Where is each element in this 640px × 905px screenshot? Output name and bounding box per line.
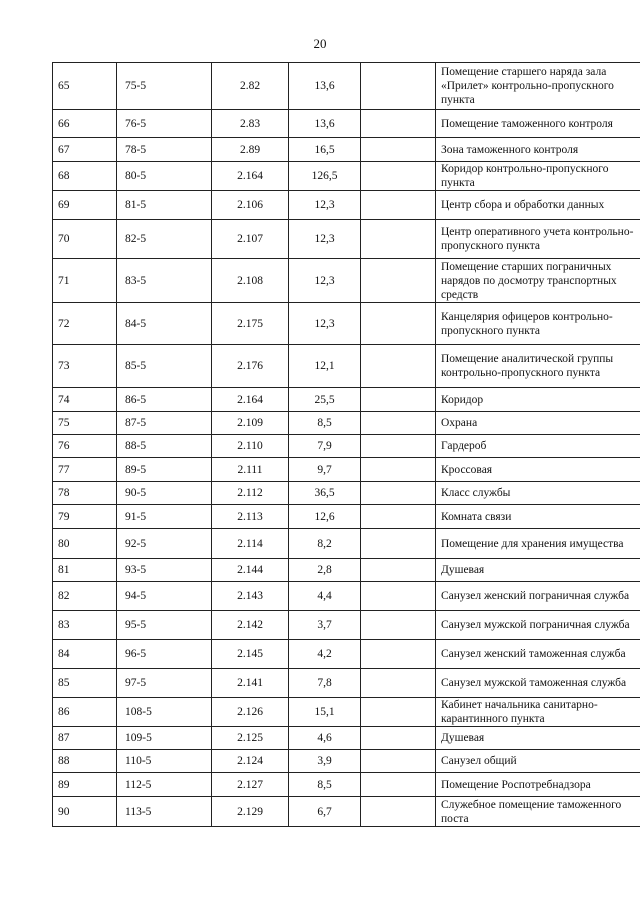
row-number-cell: 85 (53, 669, 117, 698)
plan-reference-cell: 2.124 (212, 750, 289, 773)
row-number-cell: 87 (53, 727, 117, 750)
table-row (53, 727, 640, 750)
room-name-cell: Коридор контрольно-пропускного пункта (436, 162, 640, 191)
room-name-cell: Душевая (436, 727, 640, 750)
area-cell: 25,5 (289, 388, 361, 412)
room-code-cell: 88-5 (117, 435, 212, 458)
row-number-cell: 65 (53, 63, 117, 110)
row-number-cell: 67 (53, 138, 117, 162)
plan-reference-cell: 2.114 (212, 529, 289, 559)
area-cell: 8,2 (289, 529, 361, 559)
room-code-cell: 76-5 (117, 110, 212, 138)
area-cell: 13,6 (289, 63, 361, 110)
table-row (53, 412, 640, 435)
empty-cell (361, 669, 436, 698)
row-number-cell: 90 (53, 797, 117, 827)
table-row (53, 63, 640, 110)
area-cell: 2,8 (289, 559, 361, 582)
area-cell: 15,1 (289, 698, 361, 727)
area-cell: 7,8 (289, 669, 361, 698)
row-number-cell: 86 (53, 698, 117, 727)
plan-reference-cell: 2.143 (212, 582, 289, 611)
plan-reference-cell: 2.110 (212, 435, 289, 458)
room-code-cell: 96-5 (117, 640, 212, 669)
plan-reference-cell: 2.89 (212, 138, 289, 162)
room-name-cell: Центр сбора и обработки данных (436, 191, 640, 220)
area-cell: 3,9 (289, 750, 361, 773)
empty-cell (361, 435, 436, 458)
table-row (53, 750, 640, 773)
room-name-cell: Коридор (436, 388, 640, 412)
area-cell: 12,1 (289, 345, 361, 388)
row-number-cell: 88 (53, 750, 117, 773)
table-row (53, 797, 640, 827)
room-name-cell: Помещение для хранения имущества (436, 529, 640, 559)
page-number: 20 (313, 36, 327, 51)
room-code-cell: 92-5 (117, 529, 212, 559)
room-code-cell: 78-5 (117, 138, 212, 162)
room-code-cell: 93-5 (117, 559, 212, 582)
room-code-cell: 84-5 (117, 303, 212, 345)
empty-cell (361, 259, 436, 303)
area-cell: 4,4 (289, 582, 361, 611)
table-row (53, 529, 640, 559)
table-row (53, 345, 640, 388)
room-code-cell: 86-5 (117, 388, 212, 412)
empty-cell (361, 582, 436, 611)
empty-cell (361, 303, 436, 345)
room-code-cell: 95-5 (117, 611, 212, 640)
room-name-cell: Санузел общий (436, 750, 640, 773)
area-cell: 12,3 (289, 191, 361, 220)
row-number-cell: 75 (53, 412, 117, 435)
empty-cell (361, 750, 436, 773)
area-cell: 8,5 (289, 412, 361, 435)
row-number-cell: 89 (53, 773, 117, 797)
area-cell: 126,5 (289, 162, 361, 191)
room-name-cell: Кроссовая (436, 458, 640, 482)
table-row (53, 669, 640, 698)
row-number-cell: 77 (53, 458, 117, 482)
plan-reference-cell: 2.106 (212, 191, 289, 220)
plan-reference-cell: 2.164 (212, 162, 289, 191)
room-name-cell: Помещение Роспотребнадзора (436, 773, 640, 797)
row-number-cell: 73 (53, 345, 117, 388)
row-number-cell: 79 (53, 505, 117, 529)
row-number-cell: 74 (53, 388, 117, 412)
room-name-cell: Душевая (436, 559, 640, 582)
room-code-cell: 82-5 (117, 220, 212, 259)
room-name-cell: Помещение аналитической группы контрольно-пропускного пункта (436, 345, 640, 388)
table-row (53, 435, 640, 458)
empty-cell (361, 698, 436, 727)
room-name-cell: Класс службы (436, 482, 640, 505)
empty-cell (361, 63, 436, 110)
plan-reference-cell: 2.127 (212, 773, 289, 797)
room-code-cell: 113-5 (117, 797, 212, 827)
room-name-cell: Гардероб (436, 435, 640, 458)
area-cell: 4,6 (289, 727, 361, 750)
row-number-cell: 80 (53, 529, 117, 559)
table-row (53, 482, 640, 505)
row-number-cell: 72 (53, 303, 117, 345)
row-number-cell: 69 (53, 191, 117, 220)
room-name-cell: Санузел мужской таможенная служба (436, 669, 640, 698)
plan-reference-cell: 2.129 (212, 797, 289, 827)
plan-reference-cell: 2.126 (212, 698, 289, 727)
empty-cell (361, 727, 436, 750)
empty-cell (361, 529, 436, 559)
table-row (53, 220, 640, 259)
room-name-cell: Кабинет начальника санитарно-карантинного пункта (436, 698, 640, 727)
row-number-cell: 82 (53, 582, 117, 611)
room-name-cell: Помещение старшего наряда зала «Прилет» контрольно-пропускного пункта (436, 63, 640, 110)
table-row (53, 191, 640, 220)
room-code-cell: 75-5 (117, 63, 212, 110)
table-row (53, 388, 640, 412)
room-code-cell: 109-5 (117, 727, 212, 750)
plan-reference-cell: 2.109 (212, 412, 289, 435)
row-number-cell: 68 (53, 162, 117, 191)
room-code-cell: 87-5 (117, 412, 212, 435)
empty-cell (361, 412, 436, 435)
empty-cell (361, 110, 436, 138)
plan-reference-cell: 2.113 (212, 505, 289, 529)
row-number-cell: 70 (53, 220, 117, 259)
room-name-cell: Служебное помещение таможенного поста (436, 797, 640, 827)
plan-reference-cell: 2.83 (212, 110, 289, 138)
premises-table (52, 62, 640, 827)
empty-cell (361, 611, 436, 640)
table-row (53, 162, 640, 191)
area-cell: 8,5 (289, 773, 361, 797)
empty-cell (361, 559, 436, 582)
room-code-cell: 91-5 (117, 505, 212, 529)
room-name-cell: Канцелярия офицеров контрольно-пропускного пункта (436, 303, 640, 345)
table-row (53, 303, 640, 345)
empty-cell (361, 345, 436, 388)
table-row (53, 611, 640, 640)
row-number-cell: 76 (53, 435, 117, 458)
area-cell: 36,5 (289, 482, 361, 505)
row-number-cell: 66 (53, 110, 117, 138)
empty-cell (361, 505, 436, 529)
empty-cell (361, 162, 436, 191)
table-row (53, 698, 640, 727)
room-name-cell: Санузел женский пограничная служба (436, 582, 640, 611)
room-name-cell: Комната связи (436, 505, 640, 529)
area-cell: 12,6 (289, 505, 361, 529)
row-number-cell: 81 (53, 559, 117, 582)
room-name-cell: Помещение таможенного контроля (436, 110, 640, 138)
plan-reference-cell: 2.175 (212, 303, 289, 345)
room-name-cell: Санузел женский таможенная служба (436, 640, 640, 669)
area-cell: 9,7 (289, 458, 361, 482)
room-name-cell: Центр оперативного учета контрольно-пропускного пункта (436, 220, 640, 259)
area-cell: 13,6 (289, 110, 361, 138)
table-row (53, 505, 640, 529)
empty-cell (361, 138, 436, 162)
area-cell: 16,5 (289, 138, 361, 162)
empty-cell (361, 388, 436, 412)
empty-cell (361, 640, 436, 669)
room-code-cell: 83-5 (117, 259, 212, 303)
room-code-cell: 81-5 (117, 191, 212, 220)
plan-reference-cell: 2.108 (212, 259, 289, 303)
area-cell: 12,3 (289, 220, 361, 259)
area-cell: 4,2 (289, 640, 361, 669)
room-code-cell: 108-5 (117, 698, 212, 727)
empty-cell (361, 458, 436, 482)
room-code-cell: 85-5 (117, 345, 212, 388)
table-row (53, 110, 640, 138)
table-row (53, 458, 640, 482)
empty-cell (361, 220, 436, 259)
table-row (53, 559, 640, 582)
row-number-cell: 83 (53, 611, 117, 640)
room-name-cell: Помещение старших пограничных нарядов по досмотру транспортных средств (436, 259, 640, 303)
table-row (53, 138, 640, 162)
area-cell: 6,7 (289, 797, 361, 827)
plan-reference-cell: 2.112 (212, 482, 289, 505)
plan-reference-cell: 2.107 (212, 220, 289, 259)
empty-cell (361, 773, 436, 797)
plan-reference-cell: 2.176 (212, 345, 289, 388)
room-code-cell: 97-5 (117, 669, 212, 698)
room-code-cell: 89-5 (117, 458, 212, 482)
room-code-cell: 94-5 (117, 582, 212, 611)
premises-table-body (53, 63, 640, 827)
empty-cell (361, 482, 436, 505)
table-row (53, 259, 640, 303)
table-row (53, 773, 640, 797)
plan-reference-cell: 2.144 (212, 559, 289, 582)
plan-reference-cell: 2.82 (212, 63, 289, 110)
plan-reference-cell: 2.111 (212, 458, 289, 482)
area-cell: 3,7 (289, 611, 361, 640)
plan-reference-cell: 2.164 (212, 388, 289, 412)
room-name-cell: Санузел мужской пограничная служба (436, 611, 640, 640)
area-cell: 7,9 (289, 435, 361, 458)
empty-cell (361, 797, 436, 827)
room-code-cell: 80-5 (117, 162, 212, 191)
room-name-cell: Зона таможенного контроля (436, 138, 640, 162)
table-row (53, 582, 640, 611)
room-code-cell: 90-5 (117, 482, 212, 505)
empty-cell (361, 191, 436, 220)
plan-reference-cell: 2.125 (212, 727, 289, 750)
room-name-cell: Охрана (436, 412, 640, 435)
area-cell: 12,3 (289, 259, 361, 303)
area-cell: 12,3 (289, 303, 361, 345)
plan-reference-cell: 2.142 (212, 611, 289, 640)
room-code-cell: 112-5 (117, 773, 212, 797)
row-number-cell: 84 (53, 640, 117, 669)
room-code-cell: 110-5 (117, 750, 212, 773)
plan-reference-cell: 2.141 (212, 669, 289, 698)
plan-reference-cell: 2.145 (212, 640, 289, 669)
row-number-cell: 78 (53, 482, 117, 505)
row-number-cell: 71 (53, 259, 117, 303)
table-row (53, 640, 640, 669)
